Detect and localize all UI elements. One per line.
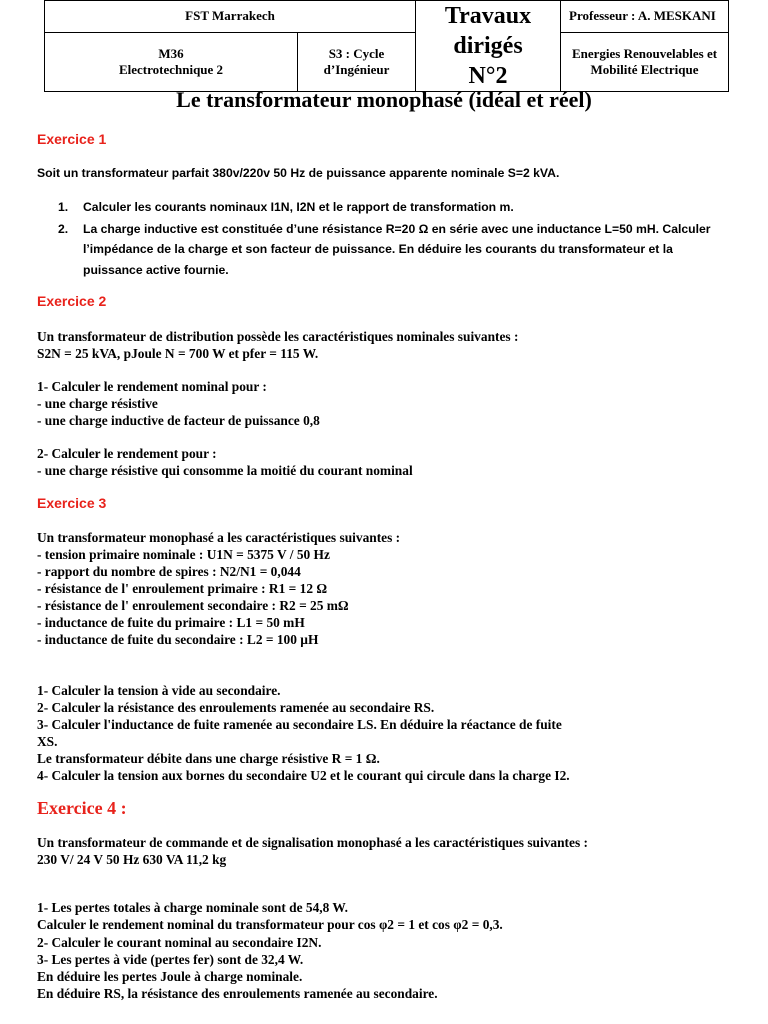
ex2-line: - une charge résistive [37,396,158,411]
institution: FST Marrakech [45,1,416,33]
ex2-line: - une charge résistive qui consomme la moitié du courant nominal [37,463,413,478]
exercise-2-heading: Exercice 2 [37,293,107,309]
professor: Professeur : A. MESKANI [561,1,729,33]
program-line-1: Energies Renouvelables et [571,45,718,61]
ex2-line: 1- Calculer le rendement nominal pour : [37,379,267,394]
ex3-question: 2- Calculer la résistance des enroulements ramenée au secondaire RS. [37,700,435,715]
exercise-1-questions [58,197,728,281]
exercise-4-heading: Exercice 4 : [37,798,127,818]
exercise-3-heading: Exercice 3 [37,495,107,511]
exercise-1-heading: Exercice 1 [37,131,107,147]
question-number: 1. [58,200,69,214]
ex3-question: 4- Calculer la tension aux bornes du secondaire U2 et le courant qui circule dans la charge I2. [37,768,570,783]
module-code: M36 [158,45,184,61]
question-2 [58,219,728,281]
ex2-line: Un transformateur de distribution possède les caractéristiques nominales suivantes : [37,329,519,344]
ex4-question: En déduire les pertes Joule à charge nominale. [37,969,303,984]
exercise-1-intro: Soit un transformateur parfait 380v/220v 50 Hz de puissance apparente nominale S=2 kVA. [37,166,560,180]
question-text: La charge inductive est constituée d’une résistance R=20 Ω en série avec une inductance L=50 mH. Calculer l’impédance de la charge et son facteur de puissance. En déduire les courants du transformateur et la puissance active fournie. [83,221,711,277]
program [561,32,729,91]
ex3-line: - résistance de l' enroulement secondaire : R2 = 25 mΩ [37,598,349,613]
ex3-line: - résistance de l' enroulement primaire : R1 = 12 Ω [37,581,328,596]
module [45,32,298,91]
ex3-line: - inductance de fuite du secondaire : L2 = 100 µH [37,632,319,647]
semester [298,32,416,91]
semester-line: S3 : Cycle [328,45,385,61]
ex2-line: - une charge inductive de facteur de puissance 0,8 [37,413,320,428]
program-line-2: Mobilité Electrique [590,61,699,77]
ex4-question: 3- Les pertes à vide (pertes fer) sont de 32,4 W. [37,952,304,967]
ex3-question: 3- Calculer l'inductance de fuite ramenée au secondaire LS. En déduire la réactance de fuite [37,717,562,732]
td-title [416,1,561,92]
ex3-line: - inductance de fuite du primaire : L1 = 50 mH [37,615,305,630]
td-title-line: Travaux dirigés [444,3,532,59]
ex4-question: 2- Calculer le courant nominal au secondaire I2N. [37,935,322,950]
ex3-question: 1- Calculer la tension à vide au secondaire. [37,683,281,698]
ex4-question: Calculer le rendement nominal du transformateur pour cos φ2 = 1 et cos φ2 = 0,3. [37,917,503,932]
ex4-question: 1- Les pertes totales à charge nominale sont de 54,8 W. [37,900,348,915]
td-number: N°2 [468,63,508,89]
ex3-line: Le transformateur débite dans une charge résistive R = 1 Ω. [37,751,380,766]
question-number: 2. [58,221,69,236]
question-text: Calculer les courants nominaux I1N, I2N et le rapport de transformation m. [83,200,514,214]
ex2-line: 2- Calculer le rendement pour : [37,446,217,461]
ex4-question: En déduire RS, la résistance des enroulements ramenée au secondaire. [37,986,438,1001]
ex2-line: S2N = 25 kVA, pJoule N = 700 W et pfer = 115 W. [37,346,319,361]
ex3-line: - tension primaire nominale : U1N = 5375 V / 50 Hz [37,547,330,562]
ex4-line: 230 V/ 24 V 50 Hz 630 VA 11,2 kg [37,852,227,867]
ex3-line: Un transformateur monophasé a les caractéristiques suivantes : [37,530,401,545]
page-title: Le transformateur monophasé (idéal et réel) [176,87,592,112]
ex3-question: XS. [37,734,58,749]
question-1 [58,197,728,218]
cycle-line: d’Ingénieur [323,61,390,77]
ex3-line: - rapport du nombre de spires : N2/N1 = 0,044 [37,564,301,579]
header-table [44,0,729,92]
ex4-line: Un transformateur de commande et de signalisation monophasé a les caractéristiques suivantes : [37,835,588,850]
module-name: Electrotechnique 2 [118,61,224,77]
